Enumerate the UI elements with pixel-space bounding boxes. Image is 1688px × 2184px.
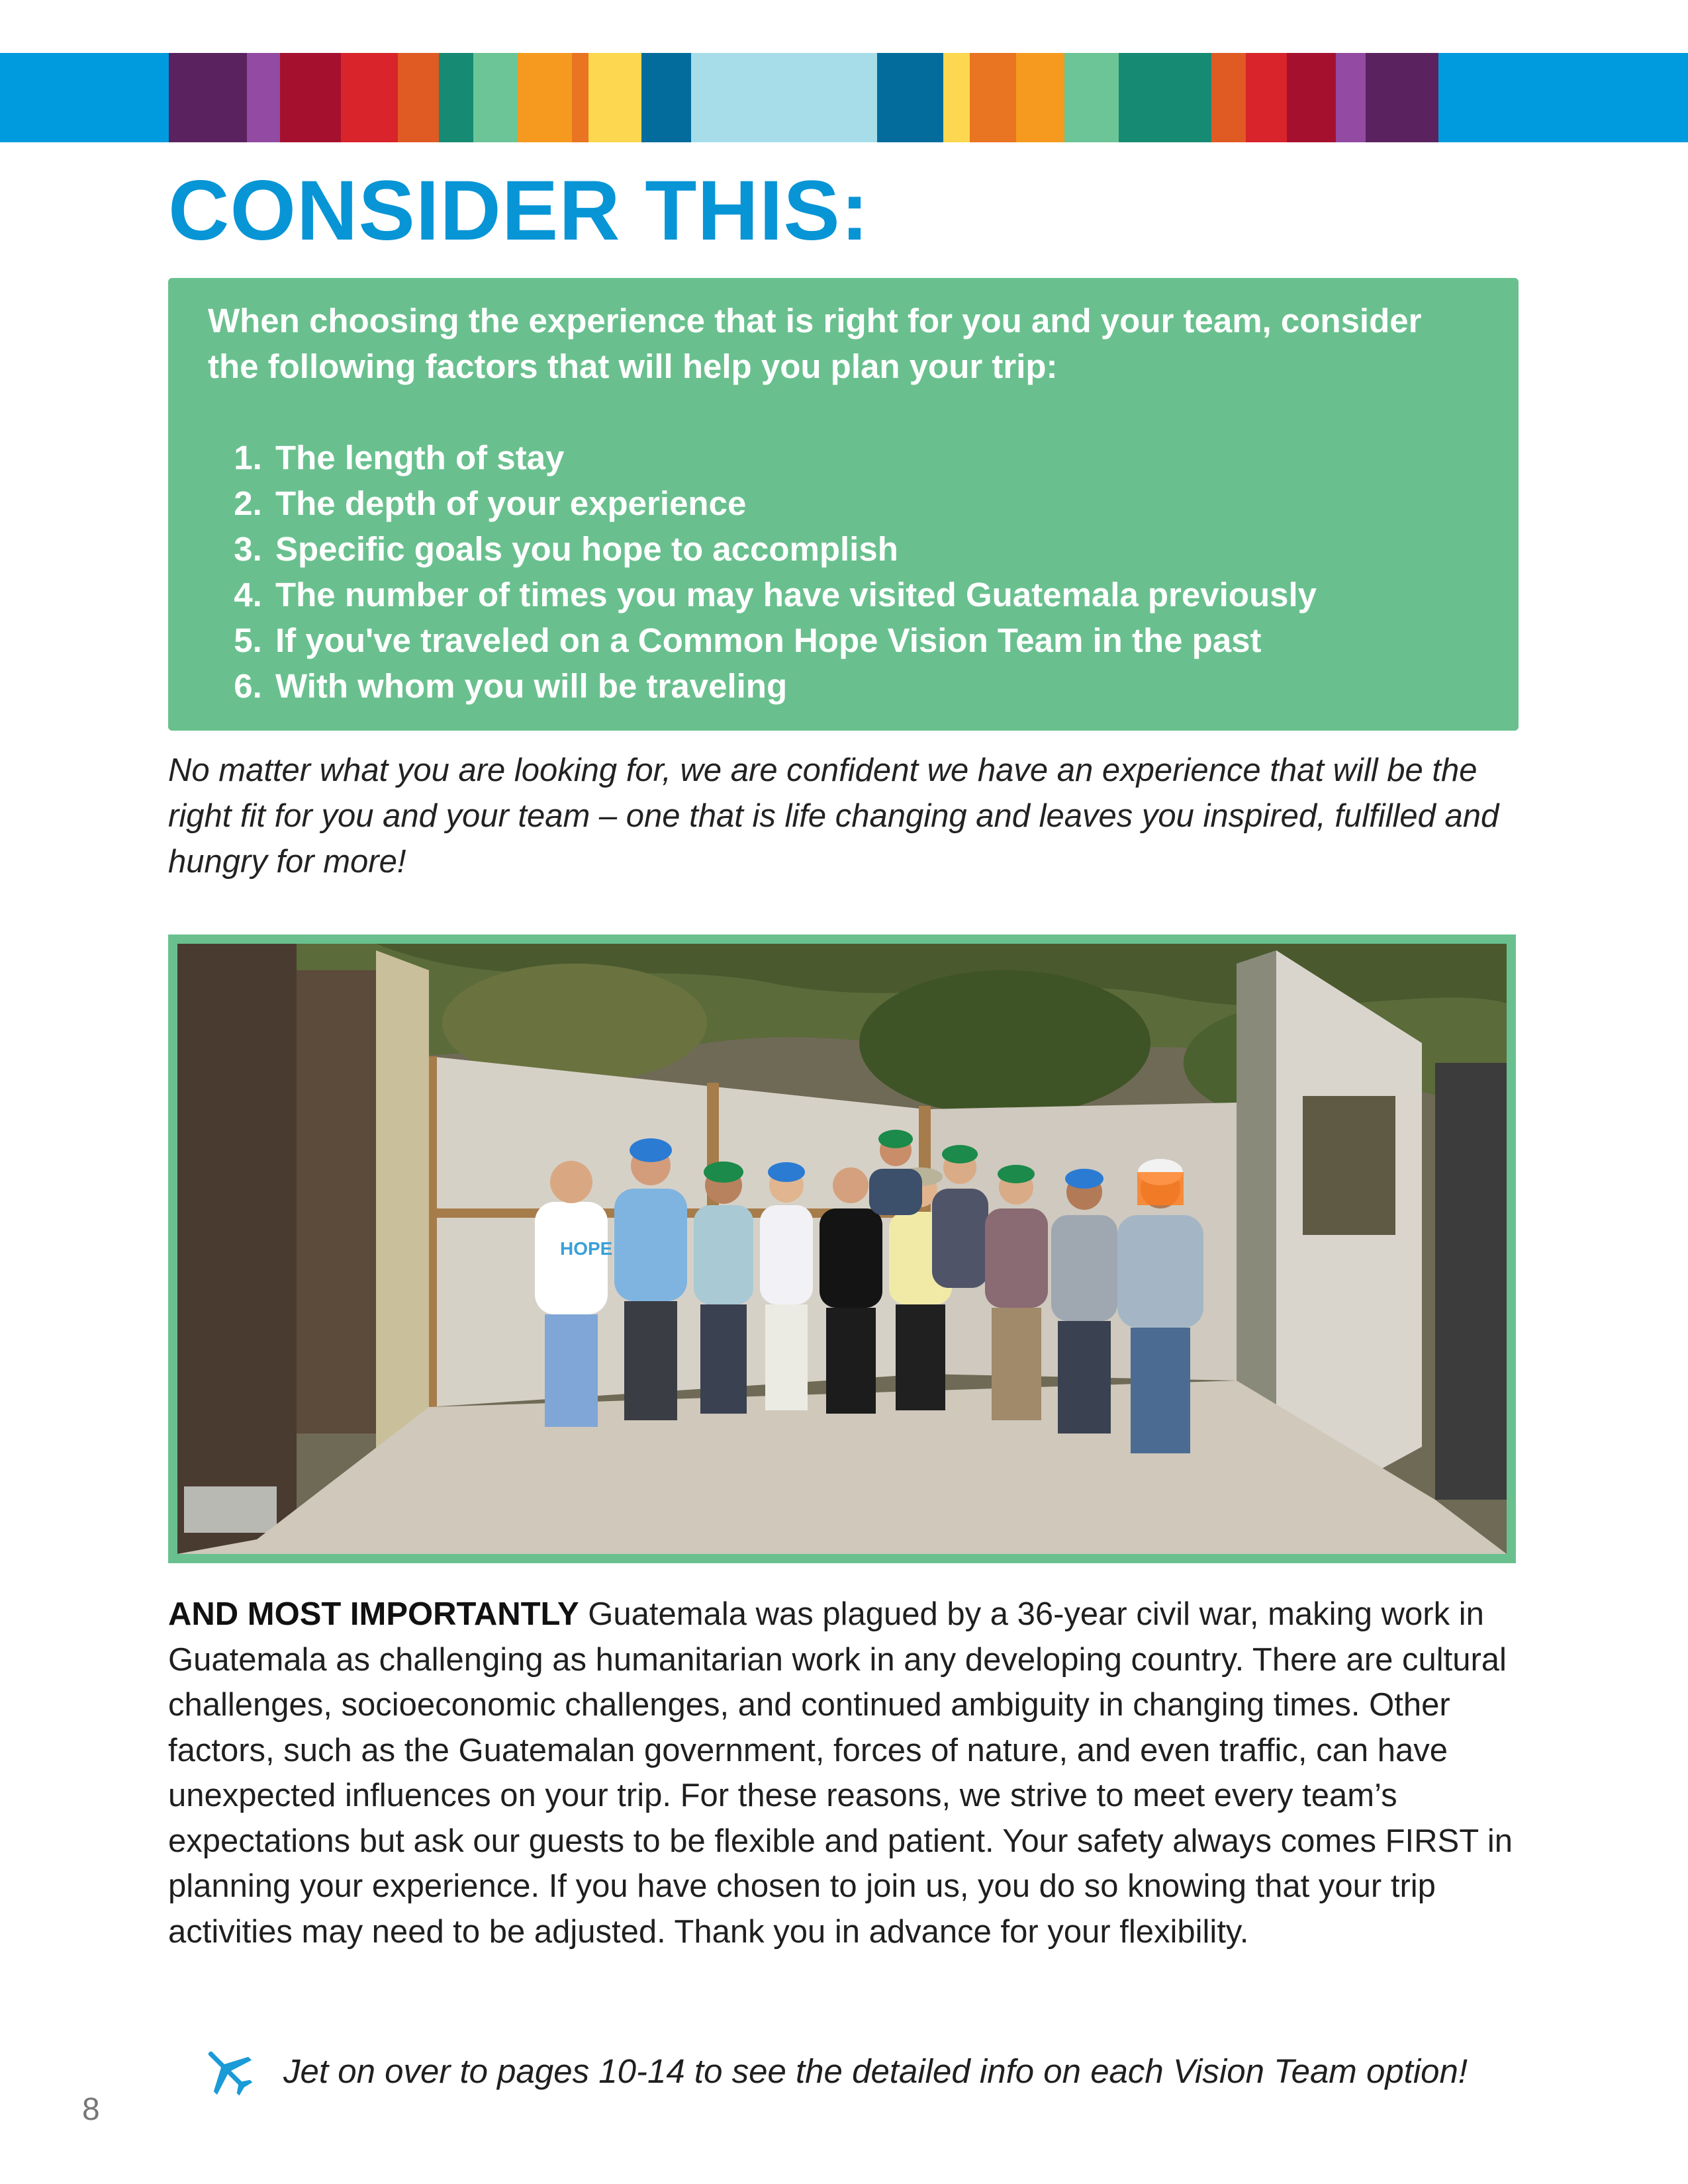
band-stripe bbox=[970, 53, 1016, 142]
factor-item: 2. The depth of your experience bbox=[271, 480, 1479, 526]
jet-note bbox=[199, 2042, 1468, 2100]
important-text: Guatemala was plagued by a 36-year civil war, making work in Guatemala as challenging as humanitarian work in any developing country. There are cultural challenges, socioeconomic challenges, and continued ambiguity in changing times. Other factors, such as the Guatemalan government, forces of nature, and even traffic, can have unexpected influences on your trip. For these reasons, we strive to meet every team’s expectations but ask our guests to be flexible and patient. Your safety always comes FIRST in planning your experience. If you have chosen to join us, you do so knowing that your trip activities may need to be adjusted. Thank you in advance for your flexibility. bbox=[168, 1596, 1513, 1950]
factor-item: 5. If you've traveled on a Common Hope Vision Team in the past bbox=[271, 617, 1479, 663]
band-stripe bbox=[1287, 53, 1336, 142]
band-stripe bbox=[439, 53, 473, 142]
factors-intro: When choosing the experience that is right for you and your team, consider the following factors that will help you plan your trip: bbox=[208, 302, 1422, 385]
important-paragraph bbox=[168, 1592, 1525, 1954]
team-photo bbox=[168, 934, 1516, 1563]
closing-note: No matter what you are looking for, we are confident we have an experience that will be the right fit for you and your team – one that is life changing and leaves you inspired, fulfilled and hungry for more! bbox=[168, 752, 1499, 880]
factor-item: 6. With whom you will be traveling bbox=[271, 663, 1479, 709]
band-stripe bbox=[1119, 53, 1172, 142]
band-stripe bbox=[1366, 53, 1438, 142]
band-stripe bbox=[588, 53, 641, 142]
band-stripe bbox=[877, 53, 943, 142]
factor-item: 4. The number of times you may have visited Guatemala previously bbox=[271, 572, 1479, 617]
shirt-text: HOPE bbox=[560, 1238, 613, 1259]
airplane-icon bbox=[199, 2042, 257, 2100]
band-stripe bbox=[398, 53, 439, 142]
band-stripe bbox=[572, 53, 588, 142]
important-lead: AND MOST IMPORTANTLY bbox=[168, 1596, 579, 1632]
band-stripe bbox=[1064, 53, 1119, 142]
factors-box bbox=[168, 278, 1519, 731]
jet-note-text: Jet on over to pages 10-14 to see the detailed info on each Vision Team option! bbox=[283, 2052, 1468, 2090]
band-stripe bbox=[1438, 53, 1524, 142]
band-stripe bbox=[641, 53, 691, 142]
factor-item: 1. The length of stay bbox=[271, 435, 1479, 480]
team-photo-illustration bbox=[177, 944, 1507, 1554]
factor-item: 3. Specific goals you hope to accomplish bbox=[271, 526, 1479, 572]
band-stripe bbox=[341, 53, 398, 142]
band-stripe bbox=[79, 53, 169, 142]
band-stripe bbox=[1016, 53, 1064, 142]
band-stripe bbox=[169, 53, 247, 142]
band-stripe bbox=[943, 53, 970, 142]
band-stripe bbox=[755, 53, 877, 142]
band-stripe bbox=[247, 53, 280, 142]
page-number: 8 bbox=[82, 2092, 100, 2127]
band-stripe bbox=[691, 53, 755, 142]
factors-list bbox=[208, 435, 1479, 709]
band-stripe bbox=[1524, 53, 1688, 142]
band-stripe bbox=[280, 53, 341, 142]
band-stripe bbox=[0, 53, 79, 142]
page-title: CONSIDER THIS: bbox=[168, 163, 870, 258]
band-stripe bbox=[473, 53, 518, 142]
band-stripe bbox=[1172, 53, 1211, 142]
band-stripe bbox=[1246, 53, 1287, 142]
band-stripe bbox=[518, 53, 572, 142]
color-band bbox=[0, 53, 1688, 142]
band-stripe bbox=[1336, 53, 1366, 142]
band-stripe bbox=[1211, 53, 1246, 142]
